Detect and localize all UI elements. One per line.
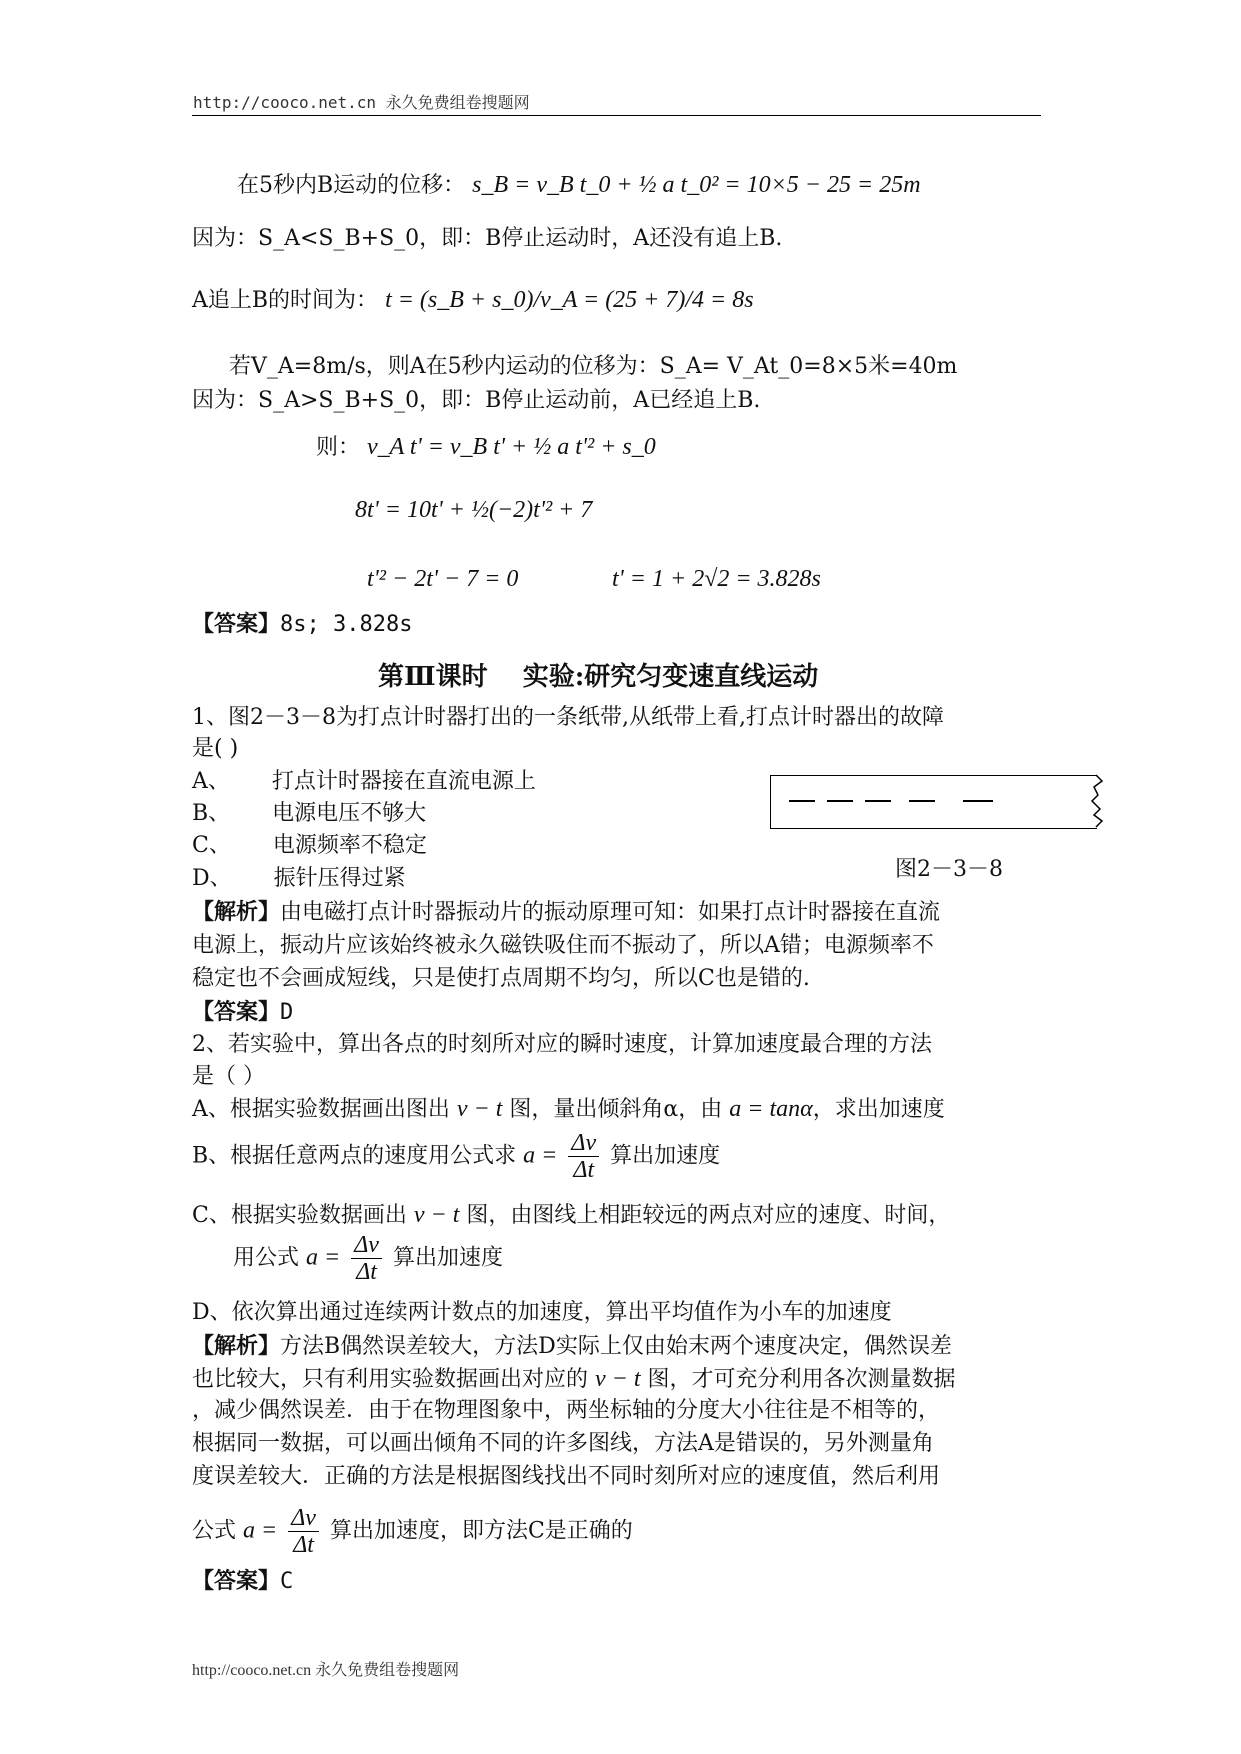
q2-analysis-text: 方法B偶然误差较大，方法D实际上仅由始末两个速度决定，偶然误差 bbox=[280, 1334, 952, 1359]
answer-value: D bbox=[280, 1000, 294, 1025]
fraction-numerator: Δv bbox=[288, 1505, 319, 1532]
q2-analysis-line1 bbox=[192, 1331, 952, 1362]
q2-option-c2-post: 算出加速度 bbox=[392, 1245, 503, 1271]
q1-option-a-key: A、 bbox=[192, 769, 230, 794]
solution-eq2: 8t' = 10t' + ½(−2)t'² + 7 bbox=[355, 497, 593, 523]
q1-stem-line1: 1、图2－3－8为打点计时器打出的一条纸带,从纸带上看,打点计时器出的故障 bbox=[192, 705, 944, 730]
q2-option-c bbox=[192, 1200, 950, 1231]
header-divider bbox=[192, 115, 1041, 116]
q1-option-c-text: 电源频率不稳定 bbox=[272, 833, 427, 858]
q2-answer bbox=[192, 1566, 293, 1597]
figure-caption: 图2－3－8 bbox=[895, 857, 1003, 882]
q1-option-a-text: 打点计时器接在直流电源上 bbox=[271, 769, 536, 794]
section-title: 第Ⅲ课时 实验:研究匀变速直线运动 bbox=[378, 662, 819, 692]
q2-option-b-post: 算出加速度 bbox=[610, 1143, 721, 1169]
q2-stem-line1: 2、若实验中，算出各点的时刻所对应的瞬时速度，计算加速度最合理的方法 bbox=[192, 1032, 932, 1057]
q2-analysis-line3: ，减少偶然误差．由于在物理图象中，两坐标轴的分度大小往往是不相等的， bbox=[192, 1398, 941, 1423]
q2-option-c-post: 图，由图线上相距较远的两点对应的速度、时间， bbox=[466, 1203, 951, 1228]
q2-analysis-last-post: 算出加速度，即方法C是正确的 bbox=[329, 1518, 633, 1544]
q2-option-c-vt: v − t bbox=[413, 1202, 460, 1228]
formula-a: a = bbox=[306, 1244, 341, 1271]
fraction-dv-dt bbox=[288, 1505, 319, 1558]
answer-label: 【答案】 bbox=[192, 611, 281, 637]
solution-line3-math: t = (s_B + s_0)/v_A = (25 + 7)/4 = 8s bbox=[385, 287, 754, 313]
q1-option-d-key: D、 bbox=[192, 866, 232, 891]
q2-option-a bbox=[192, 1094, 945, 1125]
solution-line1-lead: 在5秒内B运动的位移： bbox=[237, 173, 466, 198]
answer-value: 8s; 3.828s bbox=[280, 612, 413, 637]
tape-dash bbox=[909, 800, 935, 802]
q2-option-a-post: ，求出加速度 bbox=[812, 1097, 945, 1122]
q1-option-b-key: B、 bbox=[192, 801, 231, 826]
tape-dash bbox=[827, 800, 853, 802]
q2-option-a-mid: 图，量出倾斜角α，由 bbox=[509, 1097, 723, 1122]
fraction-denominator: Δt bbox=[573, 1157, 595, 1183]
solution-line4: 若V_A=8m/s，则A在5秒内运动的位移为：S_A= V_At_0=8×5米=40m bbox=[229, 354, 958, 379]
q2-analysis-line2-pre: 也比较大，只有利用实验数据画出对应的 bbox=[192, 1367, 589, 1392]
q1-option-c bbox=[192, 831, 427, 861]
analysis-label: 【解析】 bbox=[192, 899, 281, 925]
q2-analysis-last-pre: 公式 bbox=[192, 1518, 237, 1544]
q1-option-d-text: 振针压得过紧 bbox=[273, 866, 406, 891]
fraction-denominator: Δt bbox=[293, 1532, 314, 1558]
q1-option-a bbox=[192, 767, 536, 797]
fraction-denominator: Δt bbox=[356, 1259, 377, 1285]
q1-option-b-text: 电源电压不够大 bbox=[272, 801, 427, 826]
answer-value: C bbox=[280, 1569, 294, 1594]
solution-line3 bbox=[192, 285, 754, 316]
tape-dash bbox=[963, 800, 993, 802]
q1-analysis-line3: 稳定也不会画成短线，只是使打点周期不均匀，所以C也是错的. bbox=[192, 966, 810, 991]
solution-line3-lead: A追上B的时间为： bbox=[192, 288, 379, 313]
q2-analysis-line6 bbox=[192, 1505, 633, 1558]
answer-label: 【答案】 bbox=[192, 999, 281, 1025]
tape-dash bbox=[789, 800, 815, 802]
q2-analysis-line5: 度误差较大．正确的方法是根据图线找出不同时刻所对应的速度值，然后利用 bbox=[192, 1464, 941, 1489]
q2-option-d: D、依次算出通过连续两计数点的加速度，算出平均值作为小车的加速度 bbox=[192, 1300, 892, 1325]
analysis-label: 【解析】 bbox=[192, 1333, 281, 1359]
solution-eq1-lead: 则： bbox=[316, 435, 361, 460]
q2-option-b-pre: B、根据任意两点的速度用公式求 bbox=[192, 1143, 517, 1169]
tape-torn-edge bbox=[1080, 773, 1104, 829]
fraction-numerator: Δv bbox=[351, 1232, 382, 1259]
formula-a: a = bbox=[523, 1142, 558, 1169]
solution-answer bbox=[192, 609, 412, 640]
q1-analysis-line2: 电源上，振动片应该始终被永久磁铁吸住而不振动了，所以A错；电源频率不 bbox=[192, 933, 934, 958]
fraction-numerator: Δv bbox=[568, 1130, 599, 1157]
q1-option-d bbox=[192, 864, 406, 894]
q2-option-a-math: a = tanα bbox=[729, 1096, 813, 1122]
q2-analysis-line2 bbox=[192, 1364, 956, 1395]
q2-analysis-line4: 根据同一数据，可以画出倾角不同的许多图线，方法A是错误的，另外测量角 bbox=[192, 1431, 934, 1456]
answer-label: 【答案】 bbox=[192, 1568, 281, 1594]
q1-answer bbox=[192, 997, 293, 1028]
fraction-dv-dt bbox=[568, 1130, 599, 1183]
tape-dash bbox=[865, 800, 891, 802]
fraction-dv-dt bbox=[351, 1232, 382, 1285]
paper-tape-figure bbox=[770, 775, 1097, 829]
q2-option-a-pre: A、根据实验数据画出图出 bbox=[192, 1097, 450, 1122]
solution-line2: 因为：S_A<S_B+S_0，即：B停止运动时，A还没有追上B. bbox=[192, 226, 783, 251]
solution-line1-math: s_B = v_B t_0 + ½ a t_0² = 10×5 − 25 = 25m bbox=[472, 172, 921, 198]
header-url: http://cooco.net.cn 永久免费组卷搜题网 bbox=[193, 93, 530, 112]
q2-option-c-line2 bbox=[233, 1232, 503, 1285]
q2-analysis-vt: v − t bbox=[595, 1366, 641, 1392]
formula-a: a = bbox=[243, 1517, 278, 1544]
footer-url: http://cooco.net.cn 永久免费组卷搜题网 bbox=[192, 1662, 460, 1679]
solution-line5: 因为：S_A>S_B+S_0，即：B停止运动前，A已经追上B. bbox=[192, 388, 761, 413]
q1-analysis-line1 bbox=[192, 897, 940, 928]
q2-option-c-pre: C、根据实验数据画出 bbox=[192, 1203, 407, 1228]
solution-eq3a: t'² − 2t' − 7 = 0 bbox=[367, 566, 519, 592]
q2-option-c2-pre: 用公式 bbox=[233, 1245, 300, 1271]
q2-option-b bbox=[192, 1130, 720, 1183]
solution-eq1-math: v_A t' = v_B t' + ½ a t'² + s_0 bbox=[367, 434, 656, 460]
solution-line1 bbox=[237, 170, 921, 201]
q1-option-b bbox=[192, 799, 426, 829]
q2-option-a-vt: v − t bbox=[456, 1096, 503, 1122]
q1-stem-line2: 是( ) bbox=[192, 736, 239, 761]
solution-eq3b: t' = 1 + 2√2 = 3.828s bbox=[612, 566, 821, 592]
q1-option-c-key: C、 bbox=[192, 833, 231, 858]
solution-eq1 bbox=[316, 432, 656, 463]
q2-analysis-line2-tail: 图，才可充分利用各次测量数据 bbox=[647, 1367, 956, 1392]
q2-stem-line2: 是（ ） bbox=[192, 1064, 265, 1089]
q1-analysis-text: 由电磁打点计时器振动片的振动原理可知：如果打点计时器接在直流 bbox=[280, 900, 941, 925]
